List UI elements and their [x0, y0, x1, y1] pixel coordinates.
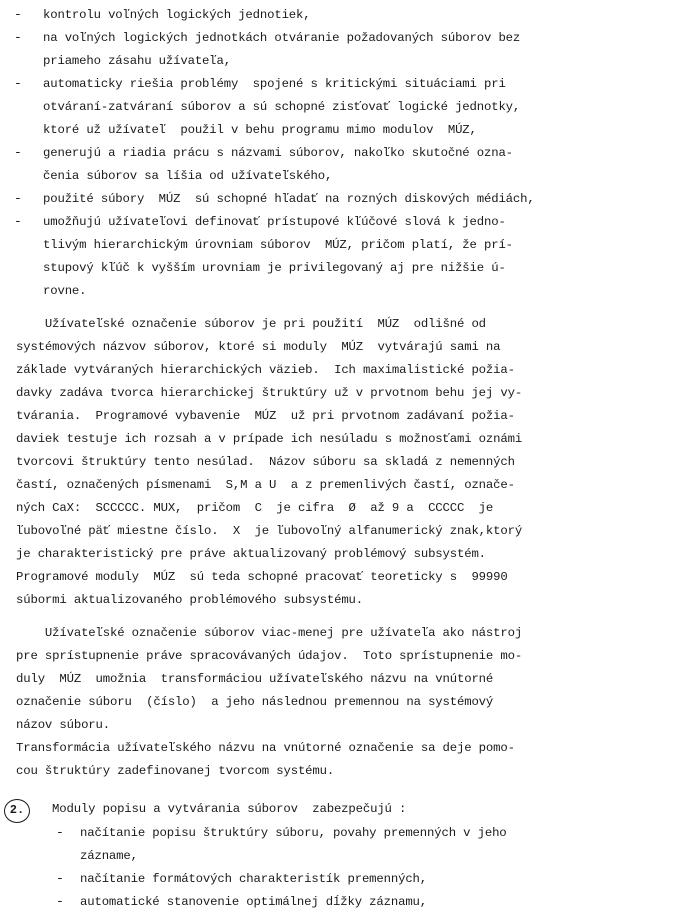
list-item-line: automatické stanovenie optimálnej dĺžky záznamu, — [80, 895, 428, 909]
list-item-line: načítanie formátových charakteristík premenných, — [80, 872, 428, 886]
list-item-line: použité súbory MÚZ sú schopné hľadať na rozných diskových médiách, — [43, 192, 535, 206]
list-item-line: ktoré už užívateľ použil v behu programu mimo modulov MÚZ, — [43, 123, 477, 137]
paragraph-line: pre sprístupnenie práve spracovávaných údajov. Toto sprístupnenie mo- — [16, 649, 523, 663]
list-item-line: generujú a riadia prácu s názvami súborov, nakoľko skutočné ozna- — [43, 146, 513, 160]
bullet-dash: - — [14, 191, 22, 206]
section-heading: Moduly popisu a vytvárania súborov zabezpečujú : — [52, 802, 407, 816]
list-item-line: na voľných logických jednotkách otváranie požadovaných súborov bez — [43, 31, 521, 45]
list-item-line: čenia súborov sa líšia od užívateľského, — [43, 169, 333, 183]
list-item-line: tlivým hierarchickým úrovniam súborov MÚZ, pričom platí, že prí- — [43, 238, 513, 252]
paragraph-line: ľubovoľné päť miestne číslo. X je ľubovoľný alfanumerický znak,ktorý — [16, 524, 523, 538]
paragraph-line: Transformácia užívateľského názvu na vnútorné označenie sa deje pomo- — [16, 741, 515, 755]
bullet-dash: - — [14, 30, 22, 45]
list-item-line: otváraní-zatváraní súborov a sú schopné zisťovať logické jednotky, — [43, 100, 521, 114]
bullet-dash: - — [14, 214, 22, 229]
section-number-marker: 2. — [4, 799, 30, 823]
list-item-line: kontrolu voľných logických jednotiek, — [43, 8, 311, 22]
paragraph-line: davky zadáva tvorca hierarchickej štruktúry už v prvotnom behu jej vy- — [16, 386, 523, 400]
bullet-dash: - — [56, 871, 64, 886]
paragraph-line: Programové moduly MÚZ sú teda schopné pracovať teoreticky s 99990 — [16, 570, 508, 584]
paragraph-line: súbormi aktualizovaného problémového subsystému. — [16, 593, 364, 607]
paragraph-line: Užívateľské označenie súborov viac-menej pre užívateľa ako nástroj — [16, 626, 523, 640]
paragraph-line: systémových názvov súborov, ktoré si moduly MÚZ vytvárajú sami na — [16, 340, 501, 354]
list-item-line: zázname, — [80, 849, 138, 863]
bullet-dash: - — [56, 894, 64, 909]
bullet-dash: - — [14, 145, 22, 160]
paragraph-line: ných CaX: SCCCCC. MUX, pričom C je cifra Ø až 9 a CCCCC je — [16, 501, 494, 515]
paragraph-line: daviek testuje ich rozsah a v prípade ich nesúladu s možnosťami oznámi — [16, 432, 523, 446]
paragraph-line: duly MÚZ umožnia transformáciou užívateľského názvu na vnútorné — [16, 672, 494, 686]
paragraph-line: Užívateľské označenie súborov je pri použití MÚZ odlišné od — [16, 317, 486, 331]
paragraph-line: názov súboru. — [16, 718, 110, 732]
bullet-dash: - — [56, 825, 64, 840]
paragraph-line: častí, označených písmenami S,M a U a z premenlivých častí, označe- — [16, 478, 515, 492]
paragraph-line: je charakteristický pre práve aktualizovaný problémový subsystém. — [16, 547, 486, 561]
list-item-line: umožňujú užívateľovi definovať prístupové kľúčové slová k jedno- — [43, 215, 506, 229]
paragraph-line: základe vytváraných hierarchických väzieb. Ich maximalistické požia- — [16, 363, 515, 377]
list-item-line: priameho zásahu užívateľa, — [43, 54, 231, 68]
bullet-dash: - — [14, 7, 22, 22]
paragraph-line: cou štruktúry zadefinovanej tvorcom systému. — [16, 764, 335, 778]
list-item-line: rovne. — [43, 284, 87, 298]
paragraph-line: označenie súboru (číslo) a jeho následnou premennou na systémový — [16, 695, 494, 709]
list-item-line: načítanie popisu štruktúry súboru, povahy premenných v jeho — [80, 826, 507, 840]
list-item-line: stupový kľúč k vyšším urovniam je privilegovaný aj pre nižšie ú- — [43, 261, 506, 275]
bullet-dash: - — [14, 76, 22, 91]
list-item-line: automaticky riešia problémy spojené s kritickými situáciami pri — [43, 77, 506, 91]
paragraph-line: tvorcovi štruktúry tento nesúlad. Názov súboru sa skladá z nemenných — [16, 455, 515, 469]
paragraph-line: tvárania. Programové vybavenie MÚZ už pri prvotnom zadávaní požia- — [16, 409, 515, 423]
